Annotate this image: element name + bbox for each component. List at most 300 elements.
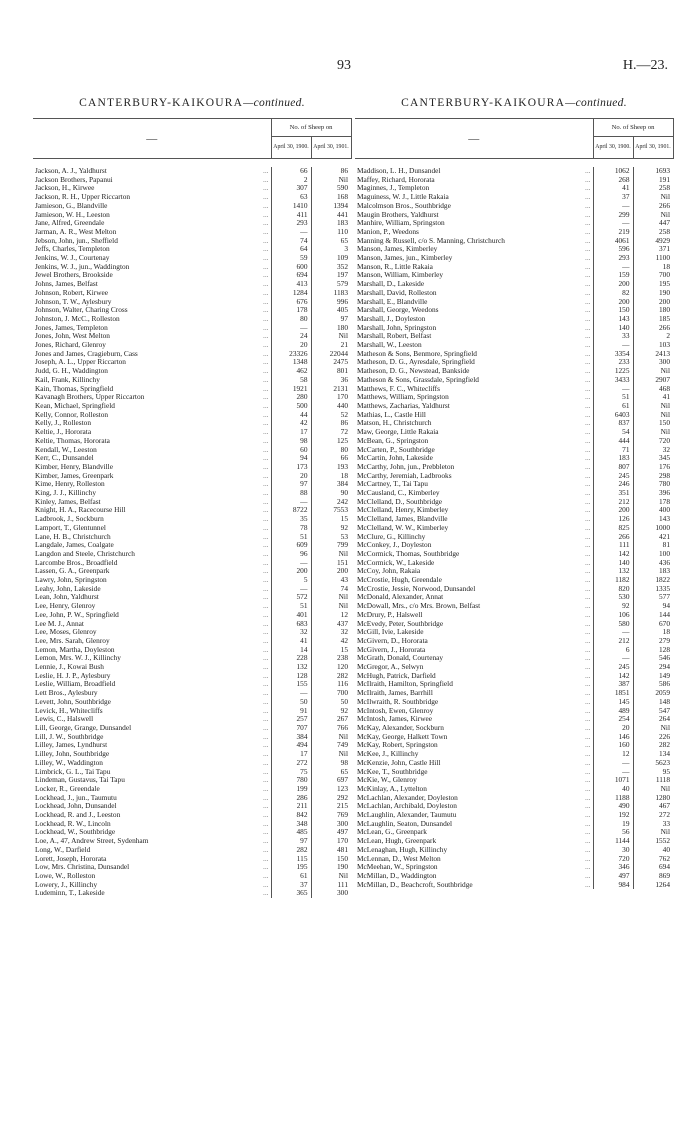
leader-dots: ... [262, 837, 269, 846]
owner-name: McCarten, P., Southbridge [357, 445, 435, 454]
leader-dots: ... [262, 401, 269, 410]
table-row [33, 715, 351, 724]
sheep-count-1900-cell: 246 [593, 480, 633, 489]
sheep-count-1901-cell: 298 [633, 472, 673, 481]
owner-name-cell [33, 271, 271, 280]
table-row [33, 550, 351, 559]
table-row [33, 385, 351, 394]
owner-name-cell [33, 332, 271, 341]
owner-name-cell [33, 350, 271, 359]
leader-dots: ... [584, 793, 591, 802]
table-row [355, 593, 673, 602]
sheep-count-1900-cell: 365 [271, 889, 311, 898]
sheep-count-1901-cell: 18 [633, 628, 673, 637]
table-row [355, 472, 673, 481]
sheep-count-1900-cell: 825 [593, 524, 633, 533]
table-row [33, 306, 351, 315]
leader-dots: ... [262, 375, 269, 384]
owner-name: Lemon, Mrs. W. J., Killinchy [35, 654, 121, 663]
table-row [33, 533, 351, 542]
table-row [33, 393, 351, 402]
owner-name: Judd, G. H., Waddington [35, 367, 108, 376]
sheep-count-1901-cell: Nil [311, 593, 351, 602]
leader-dots: ... [584, 854, 591, 863]
owner-name-cell [355, 567, 593, 576]
owner-name-cell [355, 628, 593, 637]
leader-dots: ... [584, 184, 591, 193]
sheep-count-1901-cell: 749 [311, 741, 351, 750]
leader-dots: ... [584, 689, 591, 698]
sheep-count-1901-cell: 33 [633, 820, 673, 829]
sheep-count-1901-cell: 226 [633, 733, 673, 742]
owner-name-cell [355, 211, 593, 220]
leader-dots: ... [262, 584, 269, 593]
table-row [355, 533, 673, 542]
owner-name-cell [355, 480, 593, 489]
table-row [355, 480, 673, 489]
leader-dots: ... [262, 358, 269, 367]
table-row [33, 646, 351, 655]
sheep-count-1900-cell: 200 [593, 298, 633, 307]
leader-dots: ... [584, 297, 591, 306]
sheep-count-1900-cell: 600 [271, 263, 311, 272]
table-row [33, 428, 351, 437]
table-row [355, 454, 673, 463]
leader-dots: ... [262, 828, 269, 837]
sheep-count-1900-cell: 111 [593, 541, 633, 550]
sheep-count-header: No. of Sheep on [593, 119, 673, 137]
owner-name-cell [33, 794, 271, 803]
owner-name-cell [355, 776, 593, 785]
sheep-table [355, 118, 674, 889]
sheep-count-1900-cell: 280 [271, 393, 311, 402]
table-row [33, 794, 351, 803]
owner-name-cell [33, 785, 271, 794]
sheep-count-1900-cell: 63 [271, 193, 311, 202]
right-column [355, 97, 673, 889]
sheep-count-1900-cell: 143 [593, 315, 633, 324]
sheep-count-1901-cell: 586 [633, 680, 673, 689]
sheep-count-1900-cell: 41 [593, 184, 633, 193]
sheep-count-1901-cell: 80 [311, 446, 351, 455]
table-row [355, 289, 673, 298]
sheep-count-1901-cell: 266 [633, 202, 673, 211]
owner-name-cell [355, 620, 593, 629]
table-row [33, 472, 351, 481]
table-row [355, 559, 673, 568]
owner-name-cell [33, 411, 271, 420]
owner-name-cell [355, 759, 593, 768]
owner-name-cell [355, 654, 593, 663]
owner-name: Levick, H., Whitecliffs [35, 706, 103, 715]
owner-name: McCrostie, Jessie, Norwood, Dunsandel [357, 584, 476, 593]
table-row [33, 298, 351, 307]
owner-name: Jackson, R. H., Upper Riccarton [35, 193, 131, 202]
sheep-count-1901-cell: 200 [633, 298, 673, 307]
sheep-count-1900-cell: 257 [271, 715, 311, 724]
table-row [355, 280, 673, 289]
sheep-count-1901-cell: 98 [311, 759, 351, 768]
table-row [33, 637, 351, 646]
sheep-count-1900-cell: 128 [271, 672, 311, 681]
table-row [355, 654, 673, 663]
table-row [355, 263, 673, 272]
leader-dots: ... [262, 271, 269, 280]
sheep-count-1901-cell: Nil [311, 176, 351, 185]
owner-name: Manning & Russell, c/o S. Manning, Christchurch [357, 236, 505, 245]
leader-dots: ... [584, 645, 591, 654]
leader-dots: ... [584, 837, 591, 846]
owner-name: McClure, G., Killinchy [357, 532, 426, 541]
sheep-count-1900-cell: 497 [593, 872, 633, 881]
owner-name: Jackson, A. J., Yaldhurst [35, 167, 107, 175]
owner-name-cell [355, 463, 593, 472]
sheep-count-1901-cell: 178 [633, 498, 673, 507]
owner-name: Lemon, Martha, Doyleston [35, 645, 115, 654]
owner-name: Ladbrook, J., Sockburn [35, 515, 104, 524]
owner-name: Jeffs, Charles, Templeton [35, 245, 110, 254]
leader-dots: ... [262, 697, 269, 706]
leader-dots: ... [262, 349, 269, 358]
owner-name: McMeehan, W., Springston [357, 863, 438, 872]
owner-name: McKay, Robert, Springston [357, 741, 438, 750]
sheep-count-1900-cell: 173 [271, 463, 311, 472]
leader-dots: ... [262, 506, 269, 515]
sheep-count-1901-cell: 405 [311, 306, 351, 315]
table-row [355, 446, 673, 455]
owner-name-cell [355, 602, 593, 611]
owner-name: Lee M. J., Annat [35, 619, 84, 628]
owner-name-cell [33, 750, 271, 759]
owner-name-cell [355, 794, 593, 803]
owner-name: Kavanagh Brothers, Upper Riccarton [35, 393, 145, 402]
leader-dots: ... [584, 558, 591, 567]
sheep-count-1901-cell: Nil [311, 550, 351, 559]
owner-name: McMillan, D., Waddington [357, 871, 437, 880]
sheep-count-1900-cell: — [271, 585, 311, 594]
sheep-count-1900-cell: 694 [271, 271, 311, 280]
table-row [33, 654, 351, 663]
sheep-count-1901-cell: 65 [311, 768, 351, 777]
sheep-count-1900-cell: 14 [271, 646, 311, 655]
leader-dots: ... [262, 462, 269, 471]
sheep-count-1901-cell: Nil [311, 750, 351, 759]
owner-name-cell [355, 820, 593, 829]
owner-name: McIntosh, James, Kirwee [357, 715, 433, 724]
sheep-count-1901-cell: 86 [311, 167, 351, 176]
leader-dots: ... [584, 497, 591, 506]
table-row [33, 559, 351, 568]
owner-name-cell [33, 663, 271, 672]
leader-dots: ... [262, 306, 269, 315]
sheep-count-1901-cell: 2413 [633, 350, 673, 359]
owner-name: Maw, George, Little Rakaia [357, 428, 439, 437]
owner-name-cell [355, 715, 593, 724]
owner-name: McKie, W., Glenroy [357, 776, 417, 785]
sheep-count-1901-cell: 279 [633, 637, 673, 646]
table-row [33, 419, 351, 428]
leader-dots: ... [584, 811, 591, 820]
owner-name-cell [33, 167, 271, 176]
owner-name: McLennan, D., West Melton [357, 854, 441, 863]
left-column [33, 97, 351, 898]
leader-dots: ... [262, 854, 269, 863]
sheep-count-1900-cell: 1851 [593, 689, 633, 698]
owner-name-cell [355, 707, 593, 716]
table-row [355, 811, 673, 820]
leader-dots: ... [584, 167, 591, 175]
owner-name: Lee, Henry, Glenroy [35, 602, 96, 611]
table-row [355, 219, 673, 228]
sheep-count-1900-cell: 59 [271, 254, 311, 263]
sheep-count-1901-cell: 769 [311, 811, 351, 820]
owner-name: Lorett, Joseph, Hororata [35, 854, 107, 863]
sheep-count-1900-cell: — [593, 654, 633, 663]
owner-name-cell [355, 637, 593, 646]
owner-name-cell [355, 271, 593, 280]
sheep-count-1901-cell: 1100 [633, 254, 673, 263]
sheep-count-1901-cell: 32 [311, 628, 351, 637]
sheep-count-1900-cell: 30 [593, 846, 633, 855]
table-row [33, 498, 351, 507]
owner-name-cell [355, 184, 593, 193]
owner-name: Maugin Brothers, Yaldhurst [357, 210, 439, 219]
leader-dots: ... [262, 314, 269, 323]
sheep-count-1901-cell: 371 [633, 245, 673, 254]
owner-name: McGivern, J., Hororata [357, 645, 426, 654]
owner-name-cell [33, 385, 271, 394]
table-row [33, 768, 351, 777]
table-row [33, 211, 351, 220]
sheep-count-1901-cell: 294 [633, 663, 673, 672]
table-row [33, 602, 351, 611]
table-row [33, 454, 351, 463]
sheep-count-1901-cell: 72 [311, 428, 351, 437]
owner-name: Kean, Michael, Springfield [35, 401, 115, 410]
table-row [355, 367, 673, 376]
table-row [33, 228, 351, 237]
owner-name: McLean, Hugh, Greenpark [357, 837, 437, 846]
leader-dots: ... [584, 628, 591, 637]
leader-dots: ... [584, 741, 591, 750]
table-row [33, 741, 351, 750]
table-row [355, 672, 673, 681]
sheep-count-1900-cell: 212 [593, 498, 633, 507]
leader-dots: ... [262, 706, 269, 715]
leader-dots: ... [262, 454, 269, 463]
leader-dots: ... [262, 489, 269, 498]
owner-name: McClelland, D., Southbridge [357, 497, 443, 506]
leader-dots: ... [584, 523, 591, 532]
table-row [355, 785, 673, 794]
owner-name-cell [355, 811, 593, 820]
owner-name-cell [33, 533, 271, 542]
owner-name-cell [33, 637, 271, 646]
sheep-count-1900-cell: 490 [593, 802, 633, 811]
owner-name-cell [355, 646, 593, 655]
table-row [355, 750, 673, 759]
owner-name-cell [355, 350, 593, 359]
table-row [33, 506, 351, 515]
owner-name-cell [355, 254, 593, 263]
table-row [33, 367, 351, 376]
owner-name-cell [355, 446, 593, 455]
sheep-count-1900-cell: 720 [593, 855, 633, 864]
owner-name-cell [33, 489, 271, 498]
owner-name: McLaughlin, Alexander, Taumutu [357, 811, 457, 820]
owner-name-cell [33, 219, 271, 228]
owner-name-cell [355, 593, 593, 602]
table-row [355, 663, 673, 672]
table-row [355, 350, 673, 359]
leader-dots: ... [584, 776, 591, 785]
table-row [33, 802, 351, 811]
sheep-count-1901-cell: 190 [633, 289, 673, 298]
leader-dots: ... [262, 567, 269, 576]
table-row [33, 863, 351, 872]
sheep-count-1901-cell: 15 [311, 646, 351, 655]
leader-dots: ... [584, 506, 591, 515]
table-row [355, 628, 673, 637]
sheep-count-1901-cell: 1335 [633, 585, 673, 594]
owner-name: Jenkins, W. J., jun., Waddington [35, 262, 130, 271]
table-row [33, 785, 351, 794]
sheep-count-1900-cell: 183 [593, 454, 633, 463]
leader-dots: ... [262, 654, 269, 663]
leader-dots: ... [584, 706, 591, 715]
owner-name-cell [355, 385, 593, 394]
table-row [355, 794, 673, 803]
leader-dots: ... [262, 619, 269, 628]
leader-dots: ... [584, 871, 591, 880]
leader-dots: ... [584, 802, 591, 811]
owner-name: Johns, James, Belfast [35, 280, 98, 289]
sheep-count-1901-cell: 282 [311, 672, 351, 681]
owner-name-cell [355, 559, 593, 568]
table-row [33, 724, 351, 733]
leader-dots: ... [262, 436, 269, 445]
leader-dots: ... [262, 889, 269, 898]
owner-name: Long, W., Darfield [35, 845, 91, 854]
owner-name-cell [33, 837, 271, 846]
sheep-count-1900-cell: 5 [271, 576, 311, 585]
sheep-count-1900-cell: 837 [593, 419, 633, 428]
sheep-count-1901-cell: 546 [633, 654, 673, 663]
sheep-count-1900-cell: — [593, 263, 633, 272]
leader-dots: ... [584, 750, 591, 759]
sheep-count-1900-cell: 51 [271, 602, 311, 611]
leader-dots: ... [262, 193, 269, 202]
table-row [33, 411, 351, 420]
owner-name: Manhire, William, Springston [357, 219, 445, 228]
owner-name: McCormick, Thomas, Southbridge [357, 549, 460, 558]
sheep-count-1900-cell: 245 [593, 663, 633, 672]
date-header-1900: April 30, 1900. [271, 137, 311, 159]
leader-dots: ... [262, 610, 269, 619]
table-row [33, 524, 351, 533]
owner-name: Jackson Brothers, Papanui [35, 175, 113, 184]
owner-name-cell [33, 872, 271, 881]
owner-name: Kelly, Connor, Rolleston [35, 410, 109, 419]
leader-dots: ... [584, 724, 591, 732]
sheep-count-1900-cell: 384 [271, 733, 311, 742]
owner-name: Maguiness, W. J., Little Rakaia [357, 193, 449, 202]
leader-dots: ... [262, 880, 269, 889]
leader-dots: ... [262, 280, 269, 289]
table-row [355, 298, 673, 307]
leader-dots: ... [262, 367, 269, 376]
owner-name-cell [355, 506, 593, 515]
table-row [355, 393, 673, 402]
sheep-count-1901-cell: 300 [633, 358, 673, 367]
leader-dots: ... [262, 602, 269, 611]
sheep-count-1901-cell: 12 [311, 611, 351, 620]
leader-dots: ... [262, 558, 269, 567]
owner-name: Lill, J. W., Southbridge [35, 732, 104, 741]
sheep-count-1900-cell: 200 [271, 567, 311, 576]
owner-name-cell [355, 828, 593, 837]
leader-dots: ... [262, 227, 269, 236]
sheep-count-1901-cell: 143 [633, 515, 673, 524]
table-row [355, 872, 673, 881]
table-row [33, 680, 351, 689]
table-row [33, 855, 351, 864]
leader-dots: ... [584, 288, 591, 297]
sheep-count-1900-cell: 19 [593, 820, 633, 829]
sheep-count-1901-cell: 400 [633, 506, 673, 515]
table-row [33, 585, 351, 594]
owner-name: Johnston, J. McC., Rolleston [35, 314, 120, 323]
owner-name-cell [33, 698, 271, 707]
sheep-count-1900-cell: 254 [593, 715, 633, 724]
owner-name: Leslie, H. J. P., Aylesbury [35, 671, 111, 680]
owner-name-cell [33, 419, 271, 428]
owner-name-cell [355, 289, 593, 298]
sheep-count-1900-cell: — [271, 559, 311, 568]
owner-name: McCarthy, Jeremiah, Ladbrooks [357, 471, 452, 480]
owner-name-cell [355, 472, 593, 481]
sheep-count-1900-cell: 500 [271, 402, 311, 411]
owner-name-cell [355, 855, 593, 864]
sheep-count-1900-cell: 820 [593, 585, 633, 594]
leader-dots: ... [584, 323, 591, 332]
sheep-count-1901-cell: 32 [633, 446, 673, 455]
owner-name: McGregor, A., Selwyn [357, 663, 424, 672]
owner-name-cell [33, 759, 271, 768]
owner-name: McCrostie, Hugh, Greendale [357, 576, 442, 585]
owner-name-cell [33, 689, 271, 698]
sheep-count-1901-cell: 92 [311, 524, 351, 533]
owner-name-cell [355, 402, 593, 411]
sheep-count-1901-cell: 183 [311, 219, 351, 228]
sheep-count-1901-cell: 111 [311, 881, 351, 890]
sheep-count-1900-cell: 1410 [271, 202, 311, 211]
sheep-count-1901-cell: 90 [311, 489, 351, 498]
table-row [33, 872, 351, 881]
sheep-count-1901-cell: Nil [633, 785, 673, 794]
sheep-count-1901-cell: 168 [311, 193, 351, 202]
sheep-count-1900-cell: 489 [593, 707, 633, 716]
owner-name-cell [33, 202, 271, 211]
owner-name-cell [355, 298, 593, 307]
sheep-count-1900-cell: 1284 [271, 289, 311, 298]
sheep-count-1901-cell: 52 [311, 411, 351, 420]
owner-name: Jamieson, G., Blandville [35, 201, 108, 210]
owner-name-cell [33, 472, 271, 481]
sheep-count-1901-cell: 170 [311, 837, 351, 846]
owner-name-cell [33, 576, 271, 585]
owner-name-cell [355, 785, 593, 794]
